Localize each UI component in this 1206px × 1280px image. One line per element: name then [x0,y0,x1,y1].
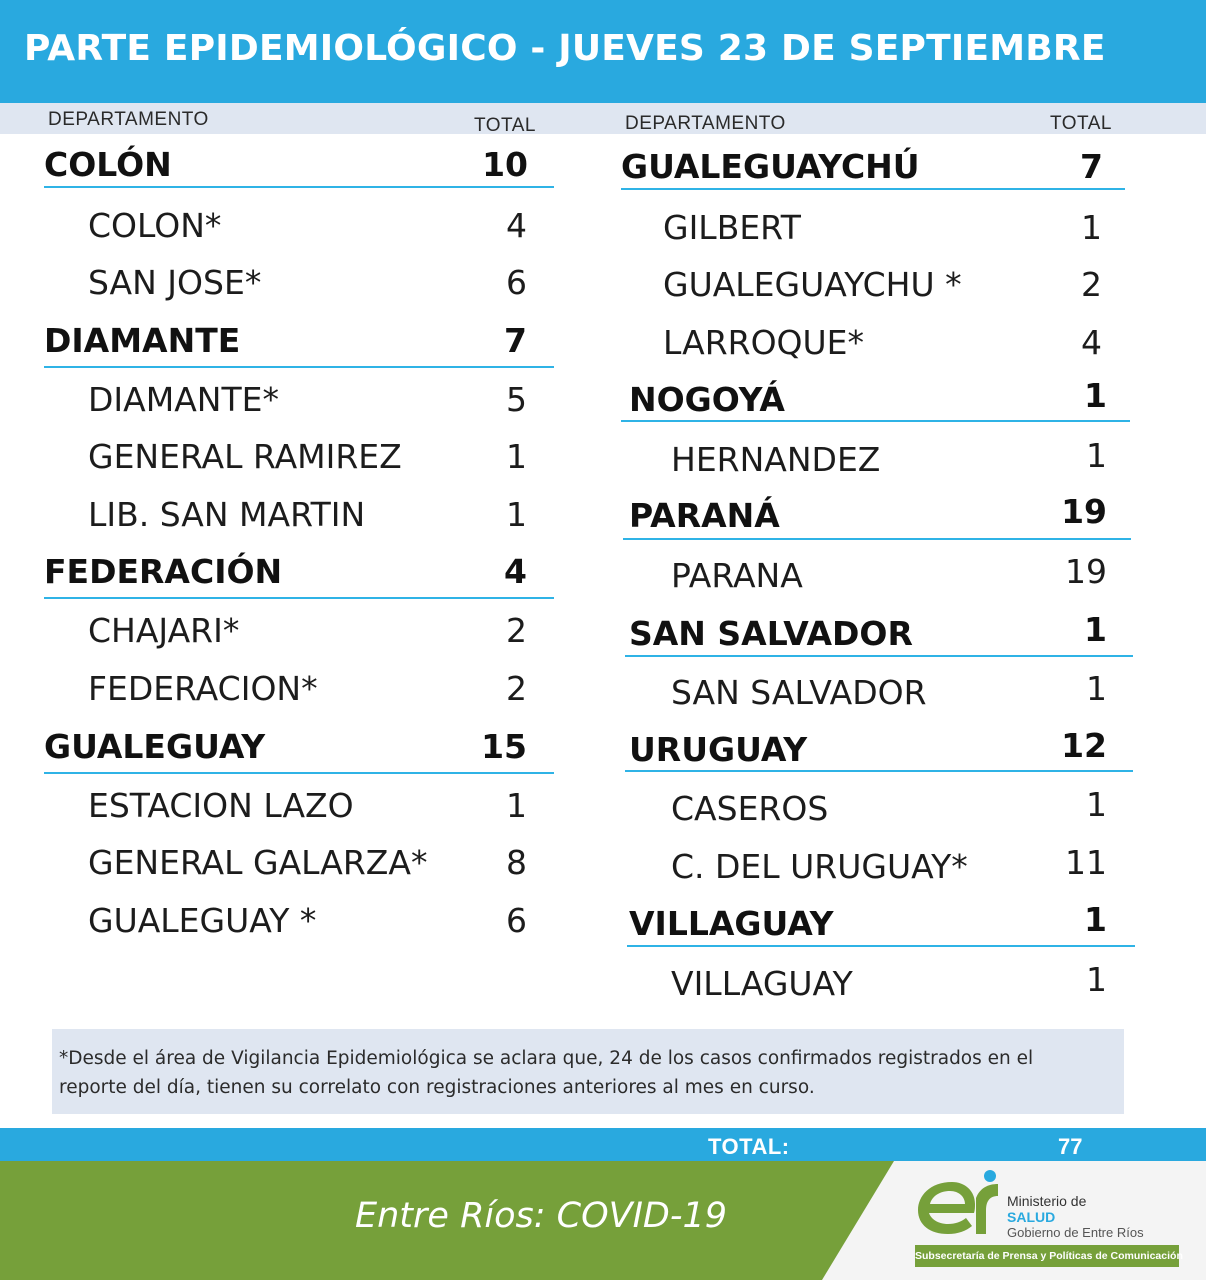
department-name: SAN SALVADOR [629,614,913,653]
locality-row [0,203,560,249]
department-divider [625,655,1133,657]
locality-total: 5 [506,380,527,419]
department-total: 1 [1084,376,1107,415]
department-name: URUGUAY [629,730,808,769]
department-divider [44,186,554,188]
department-divider [625,770,1133,772]
locality-total: 1 [1086,436,1107,475]
locality-total: 6 [506,263,527,302]
footer-slogan: Entre Ríos: COVID-19 [355,1196,728,1236]
locality-row [0,666,560,712]
locality-row [600,262,1200,308]
department-total: 19 [1061,492,1107,531]
department-divider [621,420,1130,422]
department-total: 15 [481,727,527,766]
locality-name: CASEROS [671,789,829,828]
locality-name: PARANA [671,556,803,595]
locality-total: 1 [506,437,527,476]
department-row-uruguay [600,727,1200,773]
department-row-san-salvador [600,611,1200,657]
department-total: 4 [504,552,527,591]
locality-name: GENERAL GALARZA* [88,843,428,882]
locality-row [0,840,560,886]
locality-total: 19 [1065,552,1107,591]
footnote-line-2: reporte del día, tienen su correlato con registraciones anteriores al mes en curso. [59,1077,815,1098]
ministry-logo-icon [912,1168,1002,1238]
locality-total: 4 [506,206,527,245]
department-name: GUALEGUAY [44,727,266,766]
total-label: TOTAL: [708,1134,790,1159]
locality-name: SAN JOSE* [88,263,262,302]
locality-name: DIAMANTE* [88,380,279,419]
department-name: DIAMANTE [44,321,241,360]
department-name: PARANÁ [629,496,780,535]
department-row-gualeguay [0,724,560,770]
department-name: COLÓN [44,145,172,184]
department-row-diamante [0,318,560,364]
locality-name: GENERAL RAMIREZ [88,437,402,476]
locality-row [600,320,1200,366]
locality-total: 1 [1081,208,1102,247]
locality-row [600,437,1200,483]
department-total: 1 [1084,610,1107,649]
locality-name: GUALEGUAYCHU * [663,265,962,304]
department-divider [44,772,554,774]
logo-text-salud: SALUD [1007,1209,1056,1225]
total-bar [0,1128,1206,1161]
locality-row [0,492,560,538]
locality-row [0,783,560,829]
subsecretaria-label: Subsecretaría de Prensa y Políticas de Comunicación [915,1245,1179,1267]
department-name: VILLAGUAY [629,904,834,943]
logo-text-ministerio: Ministerio de [1007,1193,1087,1209]
right-departamento-header: DEPARTAMENTO [625,113,786,134]
locality-row [600,844,1200,890]
locality-row [600,205,1200,251]
department-total: 12 [1061,726,1107,765]
locality-total: 1 [1086,960,1107,999]
department-divider [44,366,554,368]
department-divider [44,597,554,599]
locality-row [600,786,1200,832]
department-divider [627,945,1135,947]
department-name: GUALEGUAYCHÚ [621,147,920,186]
department-total: 1 [1084,900,1107,939]
locality-name: HERNANDEZ [671,440,881,479]
locality-name: COLON* [88,206,222,245]
locality-name: LIB. SAN MARTIN [88,495,366,534]
department-divider [623,538,1131,540]
locality-total: 2 [1081,265,1102,304]
locality-row [0,377,560,423]
header-banner [0,0,1206,103]
department-row-parana [600,493,1200,539]
locality-name: C. DEL URUGUAY* [671,847,968,886]
page-title: PARTE EPIDEMIOLÓGICO - JUEVES 23 DE SEPTIEMBRE [24,28,1106,69]
department-total: 10 [482,145,528,184]
logo-text-gobierno: Gobierno de Entre Ríos [1007,1225,1144,1240]
department-name: FEDERACIÓN [44,552,283,591]
footnote [52,1029,1124,1114]
locality-name: LARROQUE* [663,323,865,362]
department-row-colon [0,142,560,188]
department-row-villaguay [600,901,1200,947]
left-total-header: TOTAL [474,115,536,136]
locality-name: VILLAGUAY [671,964,853,1003]
department-divider [621,188,1125,190]
department-name: NOGOYÁ [629,380,785,419]
locality-total: 8 [506,843,527,882]
locality-name: ESTACION LAZO [88,786,354,825]
locality-name: FEDERACION* [88,669,318,708]
department-total: 7 [504,321,527,360]
locality-row [600,670,1200,716]
department-row-nogoya [600,377,1200,423]
locality-row [0,434,560,480]
locality-name: CHAJARI* [88,611,240,650]
locality-row [0,898,560,944]
left-departamento-header: DEPARTAMENTO [48,109,209,130]
locality-name: GUALEGUAY * [88,901,317,940]
department-total: 7 [1080,147,1103,186]
locality-total: 2 [506,669,527,708]
locality-total: 11 [1065,843,1107,882]
footnote-line-1: *Desde el área de Vigilancia Epidemiológica se aclara que, 24 de los casos confirmados registrados en el [59,1048,1034,1069]
locality-total: 1 [1086,669,1107,708]
locality-total: 4 [1081,323,1102,362]
right-total-header: TOTAL [1050,113,1112,134]
department-row-gualeguaychu [600,144,1200,190]
locality-name: SAN SALVADOR [671,673,927,712]
locality-name: GILBERT [663,208,801,247]
locality-row [0,608,560,654]
locality-total: 1 [506,495,527,534]
locality-total: 1 [1086,785,1107,824]
total-value: 77 [1058,1134,1083,1159]
locality-total: 2 [506,611,527,650]
locality-row [600,961,1200,1007]
locality-total: 1 [506,786,527,825]
locality-row [0,260,560,306]
department-row-federacion [0,549,560,595]
locality-row [600,553,1200,599]
locality-total: 6 [506,901,527,940]
